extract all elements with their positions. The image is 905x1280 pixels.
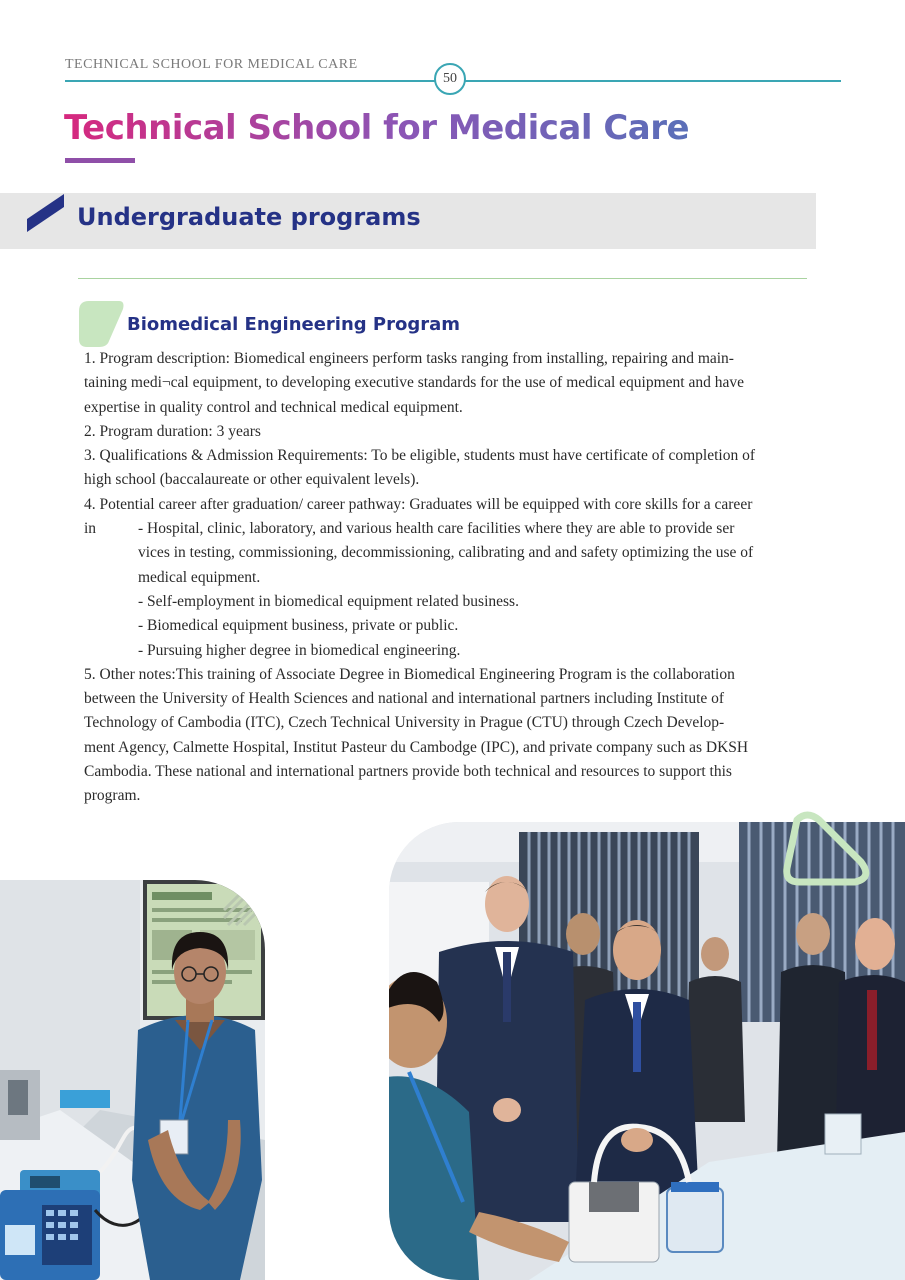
delegation-visit-photo <box>389 822 905 1280</box>
section-divider <box>78 278 807 279</box>
program-bullet-icon <box>79 301 125 347</box>
section-title: Undergraduate programs <box>77 203 421 231</box>
description-line: taining medi¬cal equipment, to developing executive standards for the use of medical equipment and have <box>84 374 744 392</box>
career-item-cont: vices in testing, commissioning, decommissioning, calibrating and and safety optimizing the use of <box>138 544 754 562</box>
requirements-line: 3. Qualifications & Admission Requirements: To be eligible, students must have certificate of completion of <box>84 447 756 465</box>
requirements-line: high school (baccalaureate or other equivalent levels). <box>84 471 420 489</box>
notes-line: Cambodia. These national and international partners provide both technical and resources to support this <box>84 763 732 781</box>
page-number-badge: 50 <box>434 63 466 95</box>
notes-line: between the University of Health Sciences and national and international partners including Institute of <box>84 690 725 708</box>
notes-line: ment Agency, Calmette Hospital, Institut Pasteur du Cambodge (IPC), and private company such as DKSH <box>84 738 749 756</box>
description-line: expertise in quality control and technical medical equipment. <box>84 398 463 416</box>
duration-line: 2. Program duration: 3 years <box>84 422 261 440</box>
career-item: - Hospital, clinic, laboratory, and various health care facilities where they are able to provide ser <box>138 520 735 538</box>
notes-line: 5. Other notes:This training of Associate Degree in Biomedical Engineering Program is the collaboration <box>84 665 735 683</box>
description-line: 1. Program description: Biomedical engineers perform tasks ranging from installing, repairing and main- <box>84 350 734 367</box>
career-item: - Pursuing higher degree in biomedical engineering. <box>138 641 461 659</box>
career-item: - Biomedical equipment business, private or public. <box>138 617 459 635</box>
program-title: Biomedical Engineering Program <box>127 314 461 335</box>
career-in-label: in <box>84 520 97 538</box>
title-underline <box>65 158 135 163</box>
career-item: - Self-employment in biomedical equipment related business. <box>138 592 519 610</box>
running-head: TECHNICAL SCHOOL FOR MEDICAL CARE <box>65 57 358 72</box>
career-list-block <box>84 517 808 663</box>
career-list <box>138 517 808 663</box>
section-marker-icon <box>27 194 64 232</box>
career-item-cont: medical equipment. <box>138 568 261 586</box>
notes-line: program. <box>84 787 141 805</box>
decorative-blob-icon <box>783 810 871 888</box>
student-lab-photo <box>0 880 265 1280</box>
career-intro: 4. Potential career after graduation/ career pathway: Graduates will be equipped with core skills for a career <box>84 495 753 513</box>
page-title: Technical School for Medical Care <box>64 108 690 148</box>
notes-line: Technology of Cambodia (ITC), Czech Technical University in Prague (CTU) through Czech Develop- <box>84 714 725 732</box>
program-body <box>84 347 808 809</box>
